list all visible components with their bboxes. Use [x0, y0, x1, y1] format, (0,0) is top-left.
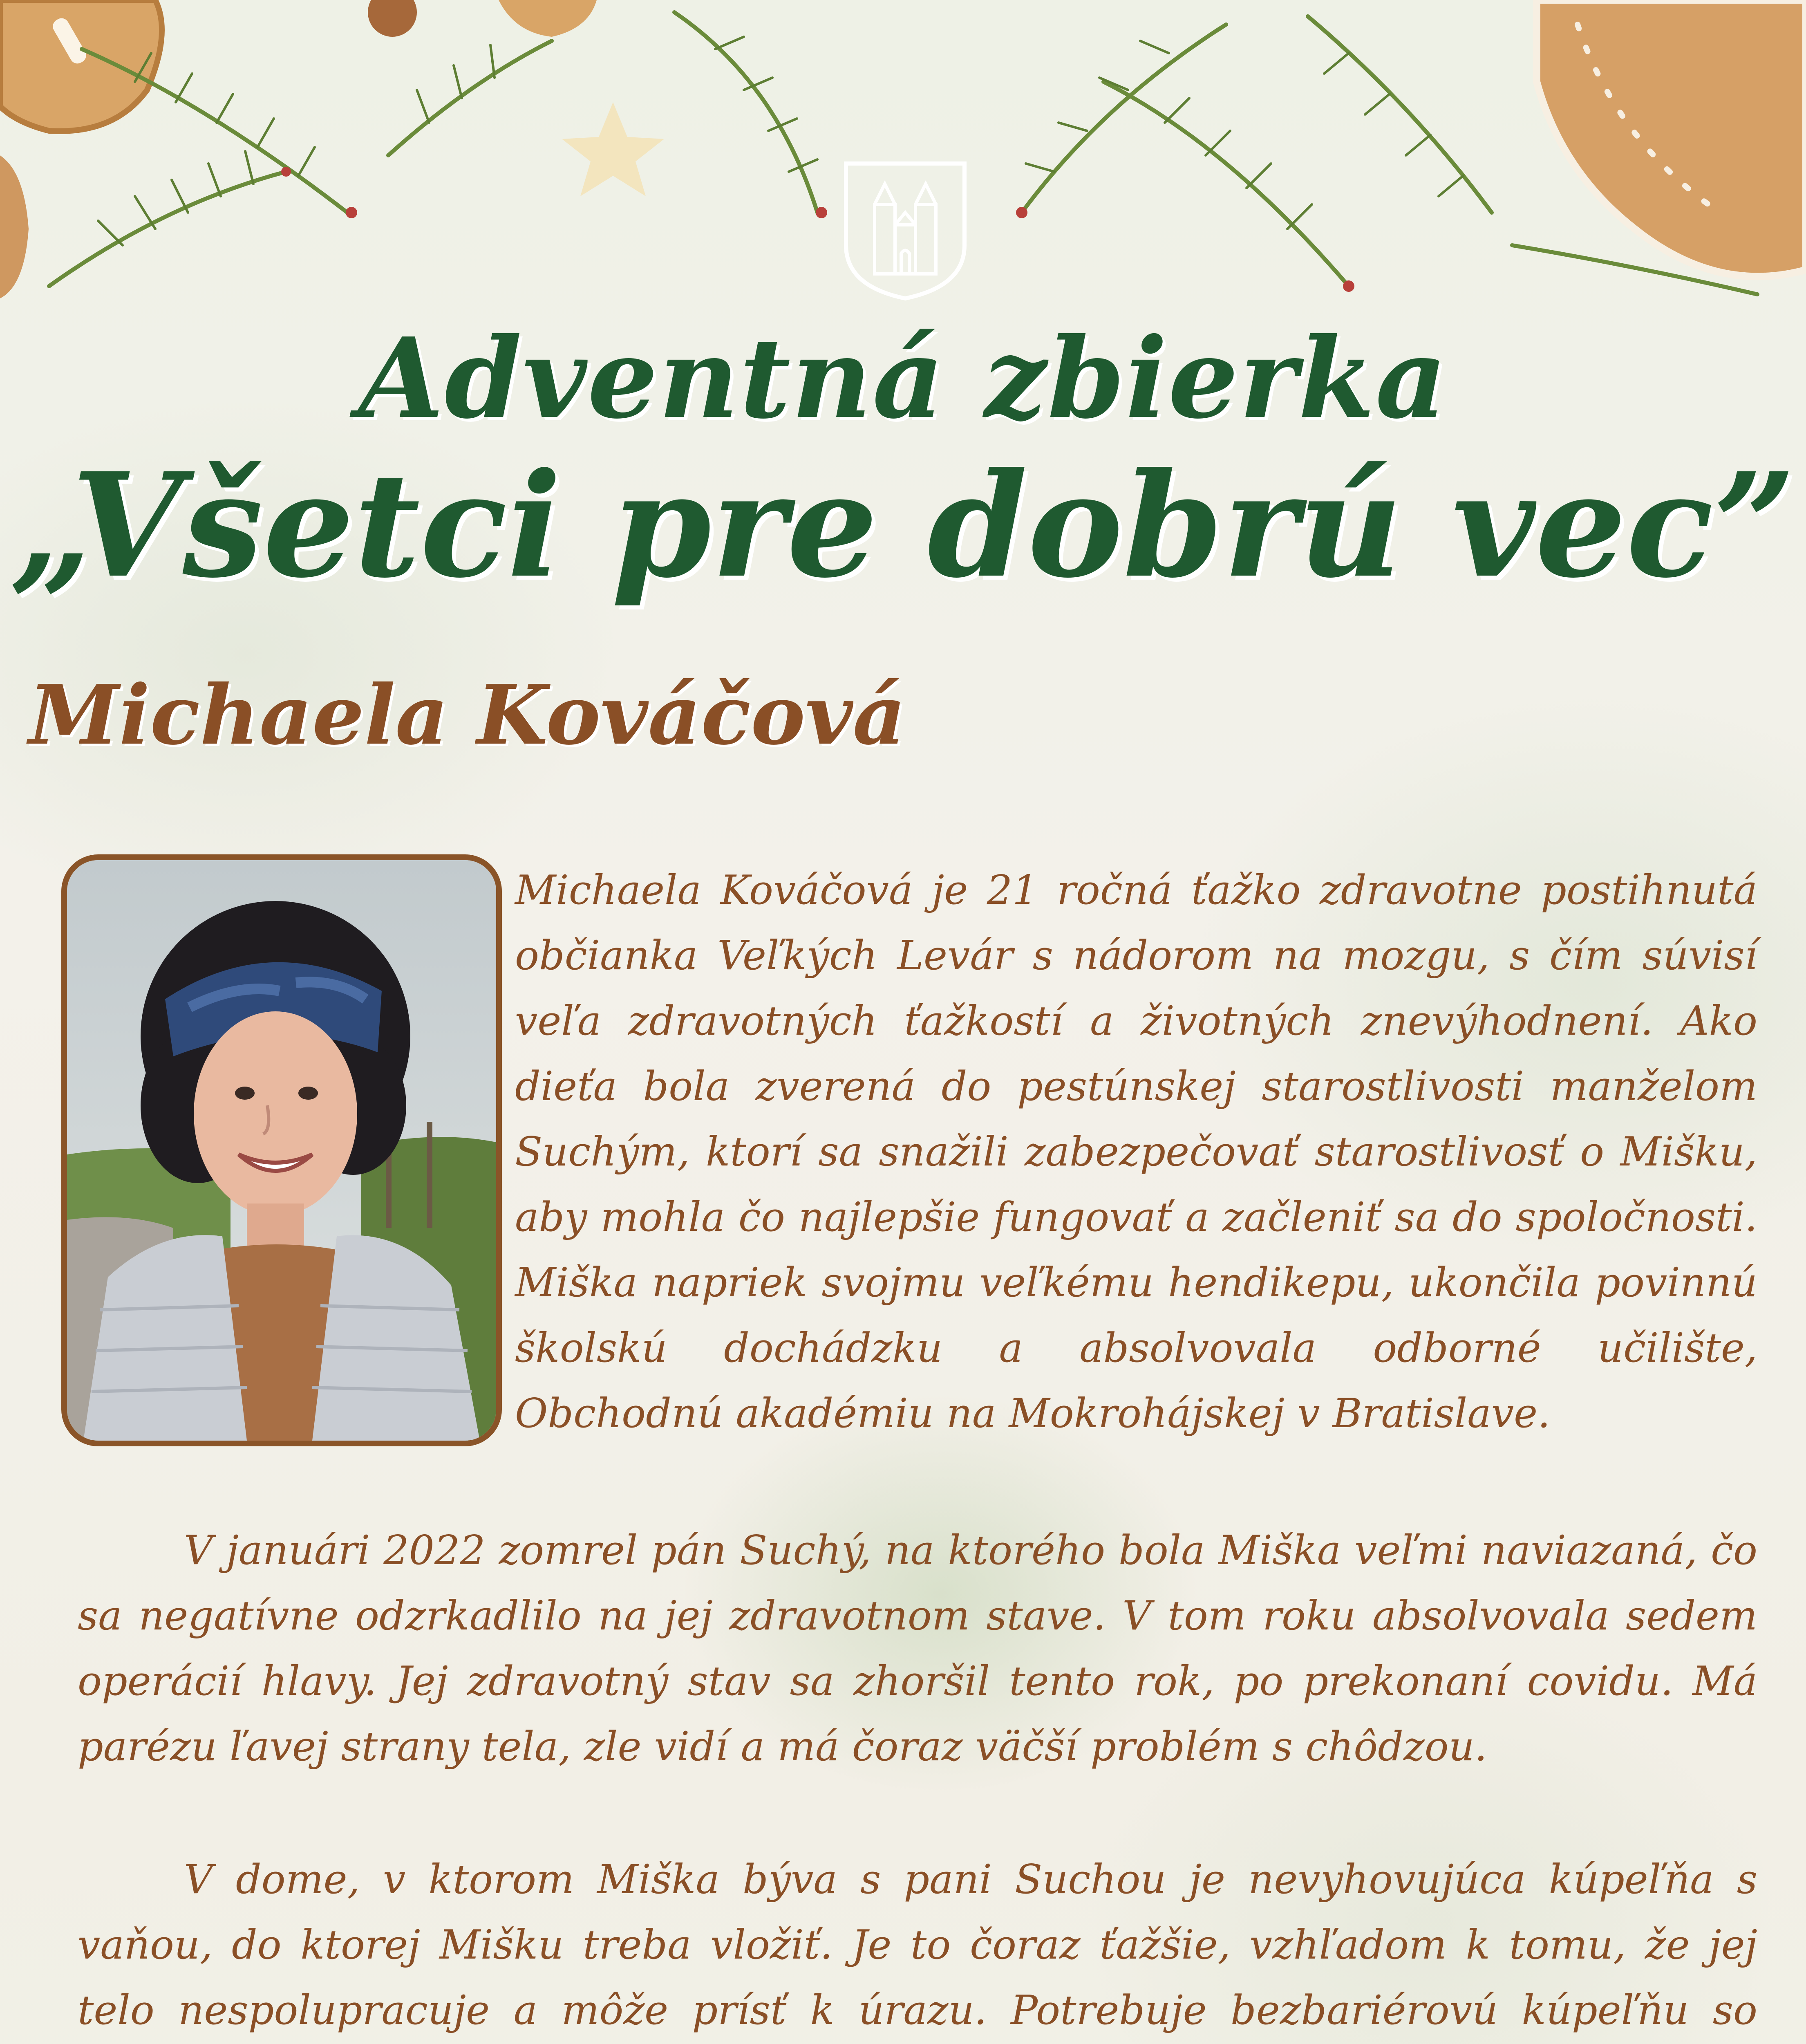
paragraph-1: Michaela Kováčová je 21 ročná ťažko zdravotne postihnutá občianka Veľkých Levár s nádorom na mozgu, s čím súvisí veľa zdravotných ťažkostí a životných znevýhodnení. Ako dieťa bola zverená do pestúnskej starostlivosti manželom Suchým, ktorí sa snažili zabezpečovať starostlivosť o Mišku, aby mohla čo najlepšie fungovať a začleniť sa do spoločnosti. Miška napriek svojmu veľkému hendikepu, ukončila povinnú školskú dochádzku a absolvovala odborné učilište, Obchodnú akadémiu na Mokrohájskej v Bratislave. [515, 867, 1757, 1437]
person-name: Michaela Kováčová [29, 667, 906, 763]
town-crest-icon [838, 155, 973, 303]
paragraph-2: V januári 2022 zomrel pán Suchý, na ktorého bola Miška veľmi naviazaná, čo sa negatívne odzrkadlilo na jej zdravotnom stave. V tom roku absolvovala sedem operácií hlavy. Jej zdravotný stav sa zhoršil tento rok, po prekonaní covidu. Má parézu ľavej strany tela, zle vidí a má čoraz väčší problém s chôdzou. [78, 1527, 1757, 1770]
title-line-1: Adventná zbierka [358, 313, 1448, 443]
title-line-2: „Všetci pre dobrú vec” [10, 441, 1796, 610]
portrait-illustration [67, 860, 496, 1441]
portrait-photo [61, 854, 502, 1446]
paragraph-3: V dome, v ktorom Miška býva s pani Suchou je nevyhovujúca kúpeľňa s vaňou, do ktorej Mišku treba vložiť. Je to čoraz ťažšie, vzhľadom k tomu, že jej telo nespolupracuje a môže prísť k úrazu. Potrebuje bezbariérovú kúpeľňu so [78, 1856, 1757, 2034]
